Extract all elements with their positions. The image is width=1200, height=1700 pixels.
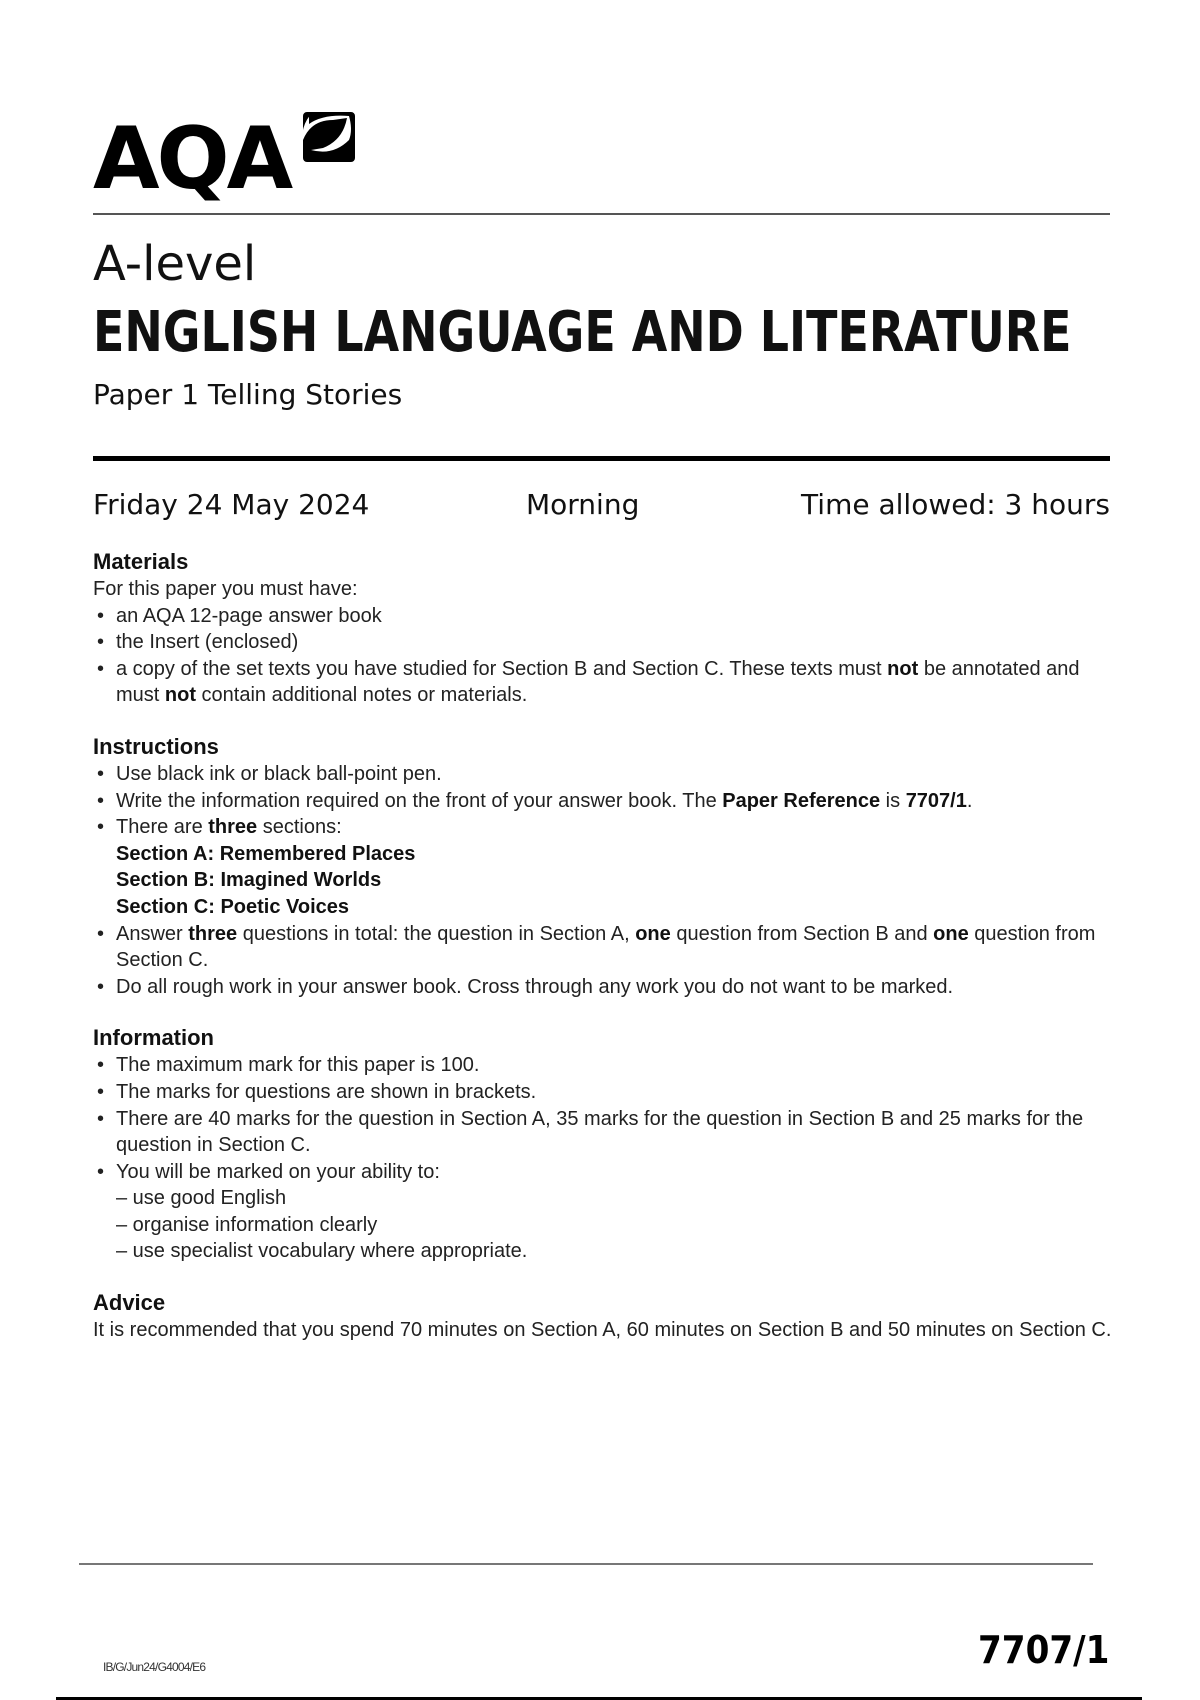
- section-name: Section B: Imagined Worlds: [116, 869, 382, 892]
- ability-item: – organise information clearly: [116, 1213, 378, 1236]
- title-divider: [93, 456, 1110, 461]
- exam-instructions: [93, 548, 1113, 1368]
- text: question from Section B and: [670, 922, 934, 945]
- information-heading: Information: [93, 1025, 214, 1051]
- section-name: Section C: Poetic Voices: [116, 895, 350, 918]
- text: .: [966, 789, 973, 812]
- text: Write the information required on the front of your answer book. The: [116, 789, 723, 812]
- text: sections:: [257, 816, 342, 839]
- list-item: [93, 656, 1113, 709]
- header-divider: [93, 213, 1110, 215]
- exam-session: Morning: [526, 488, 640, 521]
- information-section: [93, 1024, 1113, 1265]
- bold-text: three: [208, 816, 258, 839]
- subject-title: ENGLISH LANGUAGE AND LITERATURE: [93, 300, 1072, 365]
- bold-text: not: [887, 657, 919, 680]
- list-item: • The maximum mark for this paper is 100.: [93, 1052, 1113, 1079]
- text: be annotated and must: [116, 657, 1080, 707]
- bold-text: three: [188, 922, 238, 945]
- materials-section: [93, 548, 1113, 709]
- advice-heading: Advice: [93, 1290, 166, 1316]
- list-item: • You will be marked on your ability to:: [93, 1159, 1113, 1186]
- list-item: [93, 921, 1113, 974]
- text: Do all rough work in your answer book. Cross through any work you do not want to be marked.: [116, 975, 954, 998]
- leaf-logo-icon: [303, 110, 355, 166]
- list-item: [93, 974, 1113, 1001]
- instructions-list: [93, 761, 1113, 1000]
- advice-text: It is recommended that you spend 70 minutes on Section A, 60 minutes on Section B and 50 minutes on Section C.: [93, 1319, 1112, 1342]
- ability-item: – use good English: [116, 1187, 287, 1210]
- instructions-section: [93, 733, 1113, 1000]
- materials-intro: For this paper you must have:: [93, 578, 358, 600]
- list-item: [93, 603, 1113, 630]
- list-item: • The marks for questions are shown in brackets.: [93, 1079, 1113, 1106]
- instructions-heading: Instructions: [93, 733, 219, 759]
- list-item: [93, 629, 1113, 656]
- list-item: [93, 788, 1113, 815]
- paper-reference: 7707/1: [978, 1628, 1110, 1672]
- time-allowed: Time allowed: 3 hours: [801, 488, 1110, 521]
- text: a copy of the set texts you have studied for Section B and Section C. These texts must: [116, 657, 888, 680]
- text: There are: [116, 816, 209, 839]
- logo-text: AQA: [93, 109, 291, 209]
- information-list: [93, 1052, 1113, 1265]
- ability-item: – use specialist vocabulary where appropriate.: [116, 1240, 528, 1263]
- materials-list: [93, 603, 1113, 709]
- list-item: • There are 40 marks for the question in Section A, 35 marks for the question in Section B and 25 marks for the question in Section C.: [93, 1106, 1113, 1159]
- exam-date: Friday 24 May 2024: [93, 488, 370, 521]
- bold-text: one: [635, 922, 671, 945]
- text: questions in total: the question in Section A,: [237, 922, 636, 945]
- list-item: [93, 814, 1113, 841]
- bold-text: 7707/1: [905, 789, 967, 812]
- qualification-level: A-level: [93, 236, 257, 292]
- text: contain additional notes or materials.: [196, 684, 528, 707]
- text: question from Section C.: [116, 922, 1096, 972]
- text: Answer: [116, 922, 189, 945]
- text: is: [880, 789, 906, 812]
- bold-text: one: [933, 922, 969, 945]
- text: Use black ink or black ball-point pen.: [116, 762, 442, 785]
- advice-section: [93, 1289, 1113, 1344]
- bold-text: not: [164, 684, 196, 707]
- text: the Insert (enclosed): [116, 631, 299, 654]
- paper-title: Paper 1 Telling Stories: [93, 378, 403, 411]
- section-name: Section A: Remembered Places: [116, 842, 416, 865]
- aqa-logo: [93, 108, 363, 209]
- text: an AQA 12-page answer book: [116, 604, 382, 627]
- document-code: IB/G/Jun24/G4004/E6: [103, 1660, 206, 1674]
- list-item: [93, 761, 1113, 788]
- footer-divider: [79, 1563, 1093, 1565]
- bold-text: Paper Reference: [722, 789, 881, 812]
- materials-heading: Materials: [93, 549, 189, 574]
